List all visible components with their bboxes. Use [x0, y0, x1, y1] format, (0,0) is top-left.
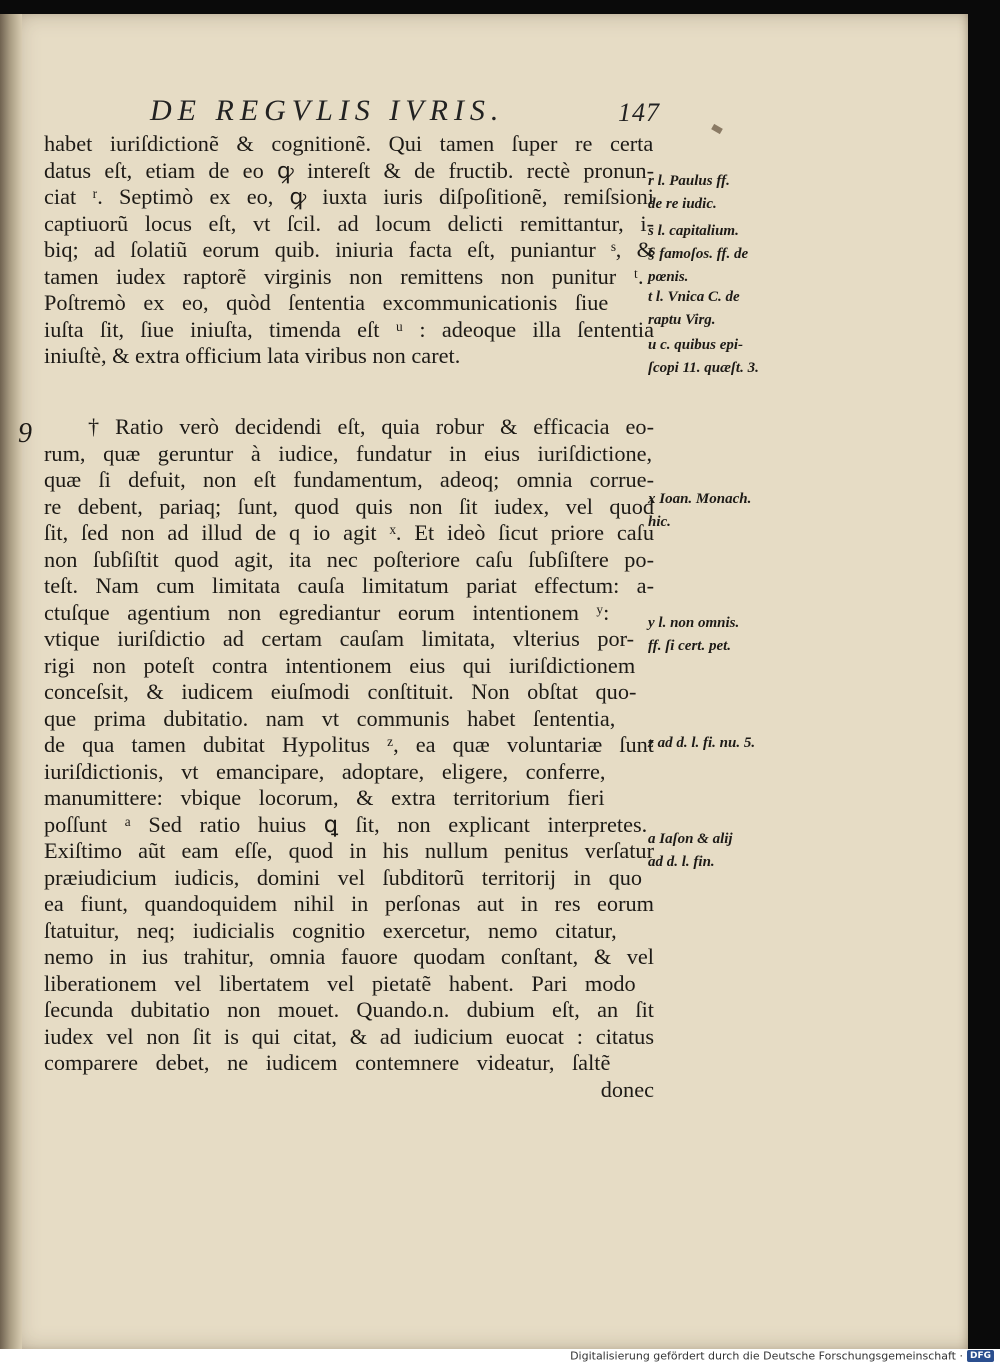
paragraph-2-line: ſtatuitur, neq; iudicialis cognitio exercetur, nemo citatur, [44, 917, 617, 943]
paragraph-2-line: iuriſdictionis, vt emancipare, adoptare, eligere, conferre, [44, 758, 606, 784]
paragraph-1-line: datus eſt, etiam de eo ꝙ intereſt & de fructib. rectè pronun- [44, 157, 654, 183]
page-number: 147 [618, 98, 660, 127]
paragraph-2-line: comparere debet, ne iudicem contemnere videatur, ſaltẽ [44, 1050, 611, 1075]
paragraph-1-line: tamen iudex raptorẽ virginis non remittens non punitur ᵗ. [44, 263, 644, 289]
paragraph-2-line: ſit, ſed non ad illud de q io agit ˣ. Et ideò ſicut priore caſu [44, 520, 654, 545]
paragraph-1-line: iniuſtè, & extra officium lata viribus non caret. [44, 343, 461, 368]
marginal-note [648, 828, 818, 874]
marginal-note-line: x Ioan. Monach. [648, 491, 752, 507]
marginal-note-line: t l. Vnica C. de [648, 289, 740, 305]
paragraph-2-line: rum, quæ geruntur à iudice, fundatur in eius iuriſdictione, [44, 440, 653, 466]
marginal-note [648, 488, 818, 534]
section-number: 9 [18, 418, 32, 449]
marginal-note-line: hic. [648, 514, 671, 530]
paragraph-2-line: poſſunt ᵃ Sed ratio huius ꝗ ſit, non explicant interpretes. [44, 811, 648, 837]
paragraph-1-line: captiuorũ locus eſt, vt ſcil. ad locum delicti remittantur, i- [44, 210, 654, 236]
marginal-note-line: u c. quibus epi- [648, 337, 744, 353]
paragraph-2-line: non ſubſiſtit quod agit, ita nec poſteriore caſu ſubſiſtere po- [44, 546, 654, 572]
marginal-note [648, 286, 818, 332]
paragraph-2-line: de qua tamen dubitat Hypolitus ᶻ, ea quæ voluntariæ ſunt [44, 732, 654, 757]
paragraph-1-line: biq; ad ſolatiũ eorum quib. iniuria facta eſt, puniantur ˢ, & [44, 237, 654, 262]
paragraph-2-line: manumittere: vbique locorum, & extra territorium fieri [44, 785, 605, 810]
paragraph-2-line: vtique iuriſdictio ad certam cauſam limitata, vlterius por- [44, 626, 635, 651]
paragraph-1-line: habet iuriſdictionẽ & cognitionẽ. Qui tamen ſuper re certa [44, 131, 654, 156]
marginal-note-line: § famoſos. ff. de [648, 246, 749, 262]
paragraph-2-line: donec [600, 1076, 654, 1102]
marginal-note [648, 170, 818, 216]
digitization-footer [0, 1349, 1000, 1365]
paragraph-2-line: iudex vel non ſit is qui citat, & ad iudicium euocat : citatus [44, 1023, 654, 1049]
marginal-note-line: y l. non omnis. [648, 615, 740, 631]
marginal-note [648, 334, 818, 380]
running-head-title: DE REGVLIS IVRIS. [150, 94, 505, 127]
marginal-note-line: ſcopi 11. quæſt. 3. [648, 360, 759, 376]
paragraph-1 [44, 131, 654, 370]
paragraph-2-line: quæ ſi defuit, non eſt fundamentum, adeoq; omnia corrue- [44, 467, 654, 492]
page-gutter-edge [0, 14, 22, 1349]
paragraph-2-line: liberationem vel libertatem vel pietatẽ habent. Pari modo [44, 970, 636, 996]
marginal-note [648, 732, 818, 755]
paragraph-2 [44, 414, 654, 1103]
marginal-note-line: ad d. l. fin. [648, 854, 715, 870]
paragraph-2-line: nemo in ius trahitur, omnia fauore quodam conſtant, & vel [44, 944, 654, 969]
running-head [150, 88, 660, 128]
paragraph-2-line: Exiſtimo aũt eam eſſe, quod in his nullum penitus verſatur [44, 838, 654, 863]
paragraph-2-line: † Ratio verò decidendi eſt, quia robur & efficacia eo- [88, 414, 654, 439]
marginal-note-line: de re iudic. [648, 196, 717, 212]
marginal-note-line: s l. capitalium. [648, 223, 739, 239]
marginal-note-line: pœnis. [648, 269, 689, 285]
paragraph-2-line: rigi non poteſt contra intentionem eius qui iuriſdictionem [44, 652, 636, 678]
marginal-note-line: ff. ſi cert. pet. [648, 638, 732, 654]
footer-text: Digitalisierung gefördert durch die Deutsche Forschungsgemeinschaft · [570, 1349, 963, 1363]
paragraph-2-line: re debent, pariaq; ſunt, quod quis non ſit iudex, vel quod [44, 493, 654, 519]
marginal-note [648, 220, 818, 289]
paragraph-1-line: ciat ʳ. Septimò ex eo, ꝙ iuxta iuris diſpoſitionẽ, remiſsioni [44, 184, 654, 209]
marginal-note-line: r l. Paulus ff. [648, 173, 730, 189]
paragraph-2-line: conceſsit, & iudicem eiuſmodi conſtituit. Non obſtat quo- [44, 679, 637, 704]
marginal-note-line: a Iaſon & alij [648, 831, 733, 847]
marginal-note [648, 612, 818, 658]
paragraph-2-line: ea fiunt, quandoquidem nihil in perſonas aut in res eorum [44, 891, 654, 916]
paragraph-1-line: Poſtremò ex eo, quòd ſententia excommunicationis ſiue [44, 290, 609, 315]
paragraph-2-line: ſecunda dubitatio non mouet. Quando.n. dubium eſt, an ſit [44, 997, 654, 1022]
paragraph-2-line: præiudicium iudicis, domini vel ſubditorũ territorij in quo [44, 864, 643, 890]
paragraph-2-line: teſt. Nam cum limitata cauſa limitatum pariat effectum: a- [44, 573, 654, 598]
paragraph-2-line: ctuſque agentium non egrediantur eorum intentionem ʸ: [44, 599, 610, 625]
paragraph-1-line: iuſta ſit, ſiue iniuſta, timenda eſt ᵘ : adeoque illa ſententia [44, 316, 654, 342]
marginal-note-line: z ad d. l. fi. nu. 5. [648, 735, 756, 751]
paragraph-2-line: que prima dubitatio. nam vt communis habet ſententia, [44, 705, 616, 731]
dfg-logo: DFG [967, 1350, 994, 1362]
marginal-note-line: raptu Virg. [648, 312, 716, 328]
